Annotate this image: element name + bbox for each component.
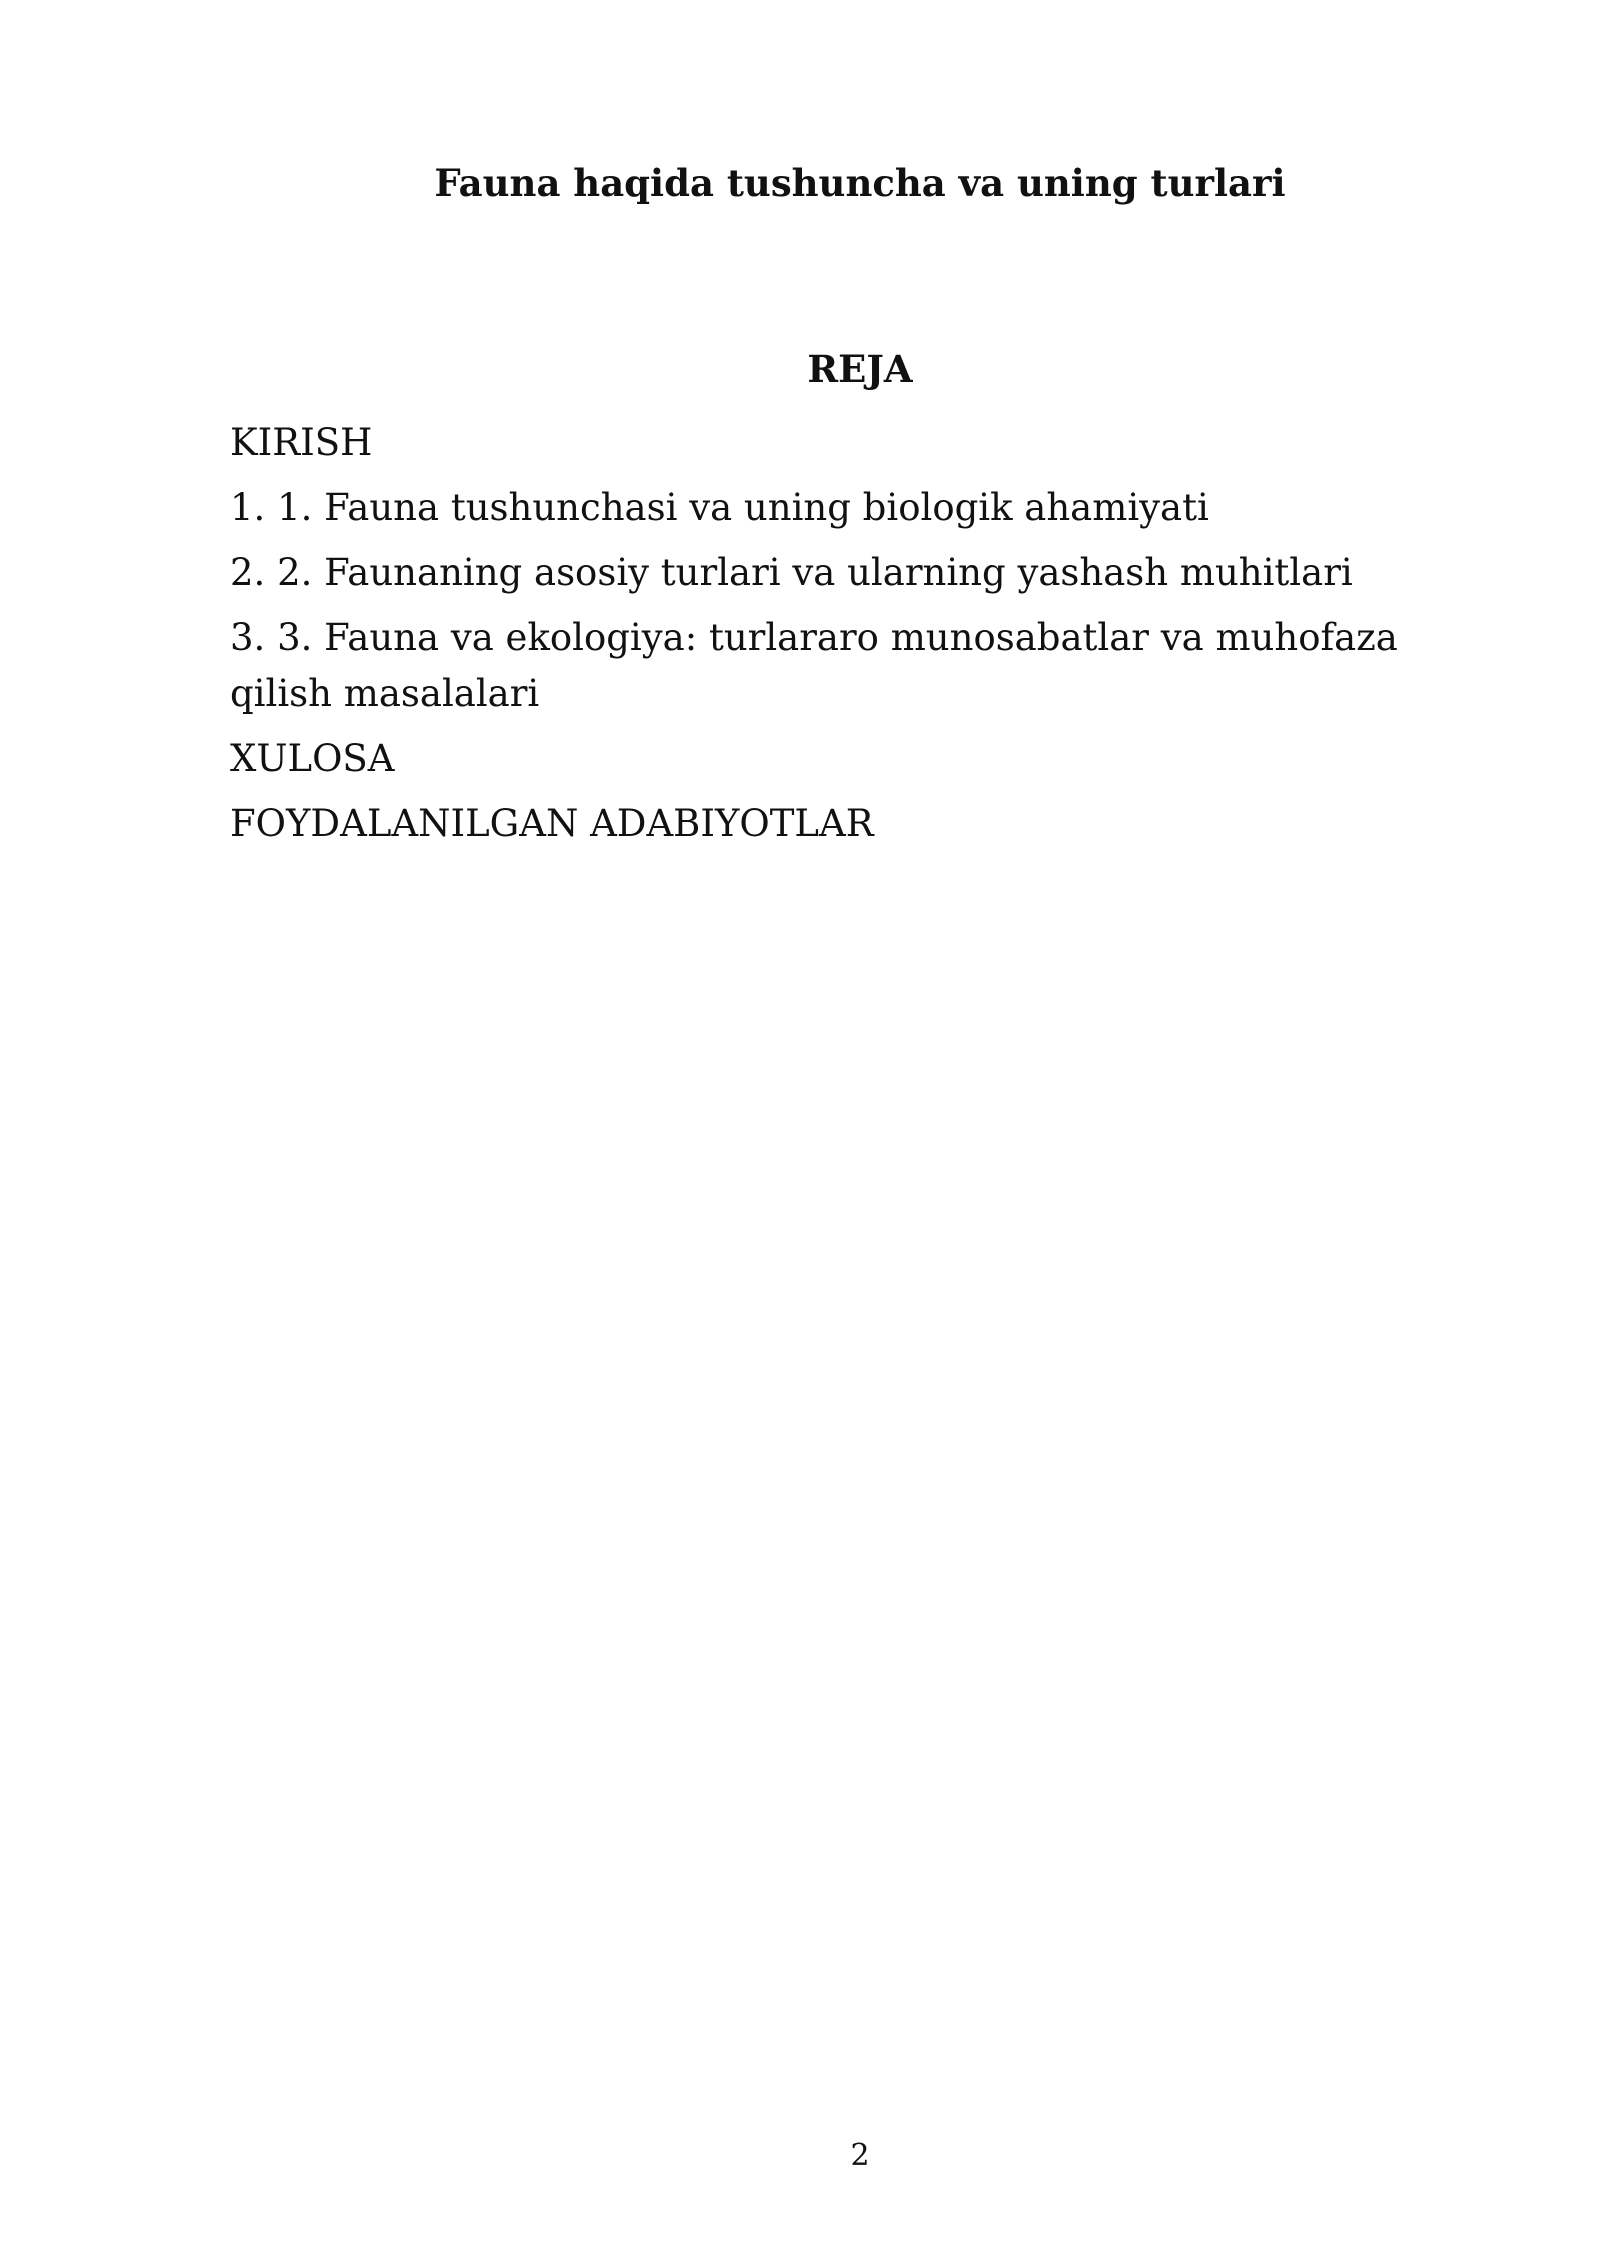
plan-item-references: FOYDALANILGAN ADABIYOTLAR	[230, 802, 874, 845]
plan-item-1: 1. 1. Fauna tushunchasi va uning biologik ahamiyati	[230, 486, 1209, 529]
document-title: Fauna haqida tushuncha va uning turlari	[434, 161, 1286, 205]
plan-item-2: 2. 2. Faunaning asosiy turlari va ularning yashash muhitlari	[230, 551, 1353, 594]
plan-heading: REJA	[807, 347, 913, 391]
page-number: 2	[850, 2138, 870, 2173]
plan-item-conclusion: XULOSA	[230, 737, 395, 780]
plan-item-introduction: KIRISH	[230, 421, 373, 464]
plan-item-3: 3. 3. Fauna va ekologiya: turlararo munosabatlar va muhofaza qilish masalalari	[230, 616, 1398, 715]
plan-list	[230, 415, 1470, 861]
